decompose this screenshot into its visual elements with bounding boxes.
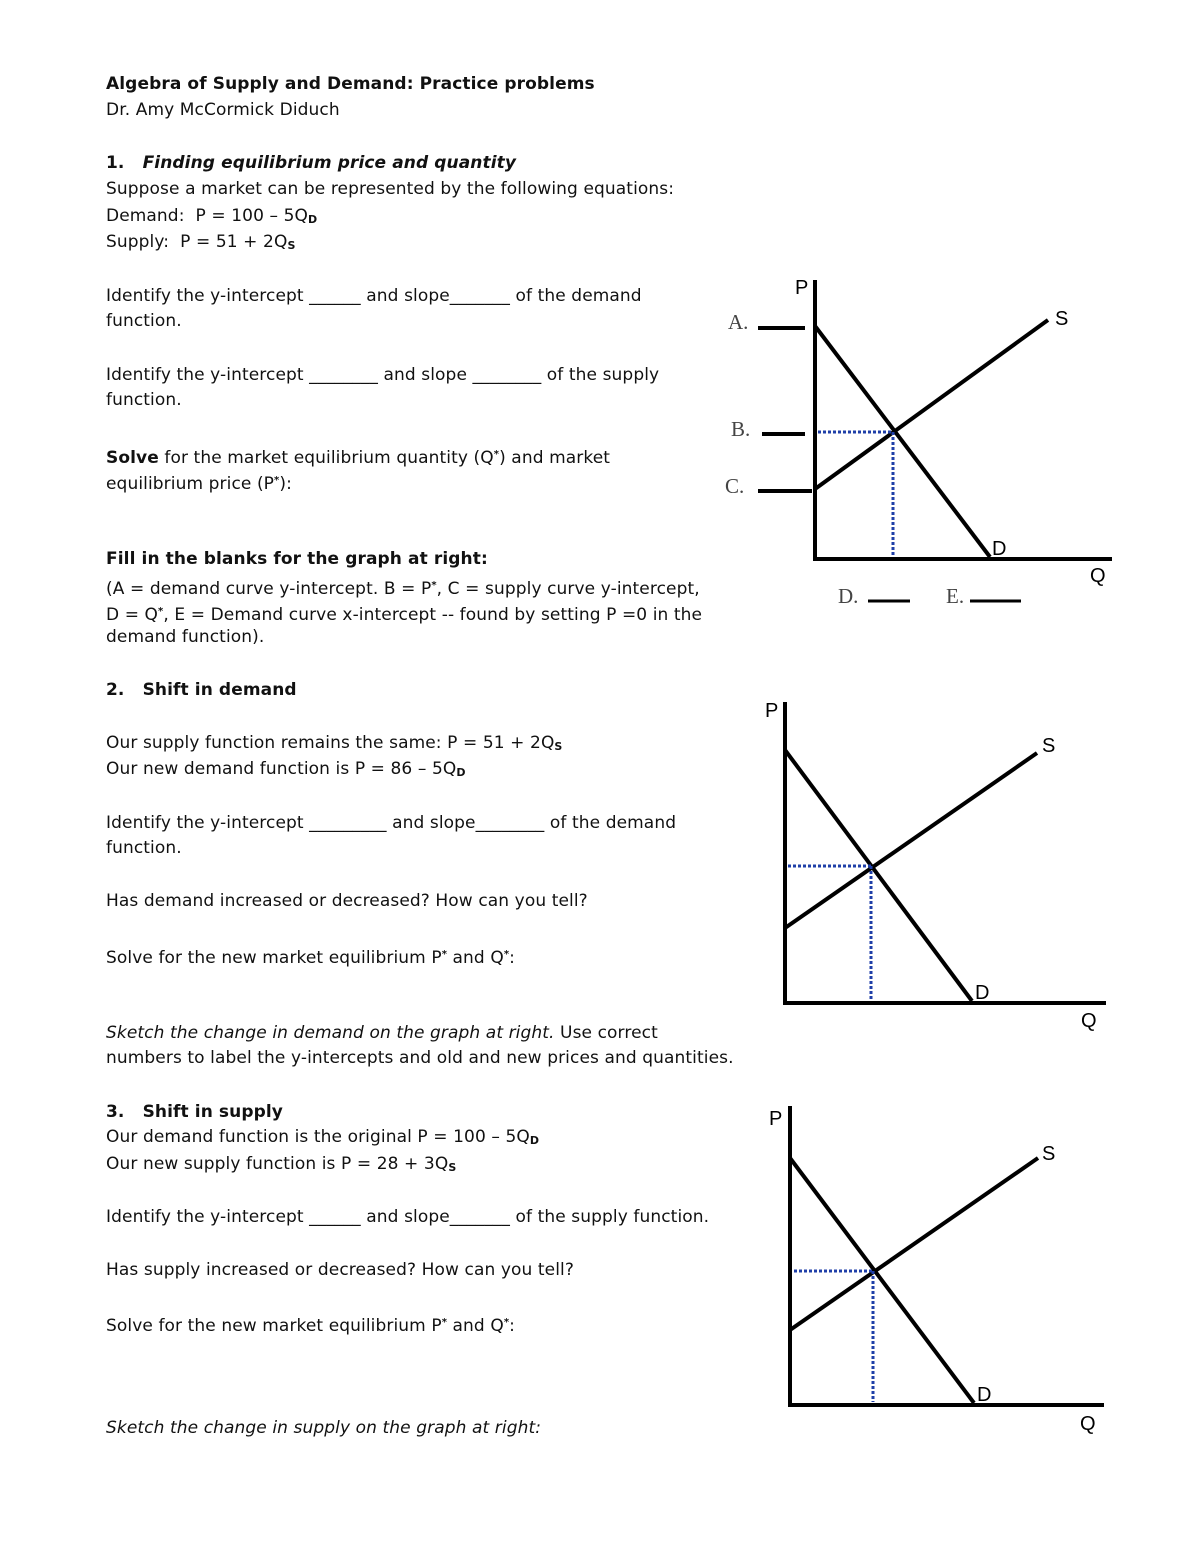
blank-b-label: B. xyxy=(731,417,751,441)
p2-demand-eq: Our new demand function is P = 86 – 5Q xyxy=(106,759,457,779)
blank-e-label: E. xyxy=(946,584,965,608)
graph-1-q-label: Q xyxy=(1090,565,1106,587)
graph-1-demand-curve xyxy=(815,326,990,557)
star-p: * xyxy=(274,475,280,486)
p3-star-q: * xyxy=(503,1317,510,1328)
graph-2-q-label: Q xyxy=(1081,1010,1097,1032)
graph-2-p-label: P xyxy=(765,700,779,722)
demand-subscript: D xyxy=(308,213,318,226)
solve-text-b: ) and market xyxy=(499,448,611,468)
p2-demand-sub: D xyxy=(456,766,466,779)
p2-sketch-rest: Use correct xyxy=(554,1023,658,1043)
problem-2-demand-question-line2: function. xyxy=(106,838,182,858)
graph-1-d-label: D xyxy=(992,538,1007,560)
problem-1-demand-question-line1: Identify the y-intercept ______ and slope_______ of the demand xyxy=(106,286,642,306)
fill-text-b: , C = supply curve y-intercept, xyxy=(436,579,700,599)
graph-3-s-label: S xyxy=(1042,1143,1056,1165)
solve-bold: Solve xyxy=(106,448,159,468)
supply-label: Supply: xyxy=(106,232,170,252)
solve-text-c: equilibrium price (P xyxy=(106,474,275,494)
problem-3-title: Shift in supply xyxy=(142,1102,283,1122)
problem-1-number: 1. xyxy=(106,153,125,173)
problem-2-title: Shift in demand xyxy=(142,680,297,700)
graph-1-supply-curve xyxy=(815,320,1048,489)
problem-1-supply-question-line1: Identify the y-intercept ________ and slope ________ of the supply xyxy=(106,365,660,385)
demand-equation: P = 100 – 5Q xyxy=(195,206,309,226)
graph-1-s-label: S xyxy=(1055,308,1069,330)
problem-3-number: 3. xyxy=(106,1102,125,1122)
p2-sketch-italic: Sketch the change in demand on the graph at right. xyxy=(106,1023,555,1043)
graph-3-q-label: Q xyxy=(1080,1413,1096,1435)
fill-text-c: D = Q xyxy=(106,605,159,625)
problem-3-supply-question: Identify the y-intercept ______ and slope_______ of the supply function. xyxy=(106,1207,710,1227)
p3-supply-eq: Our new supply function is P = 28 + 3Q xyxy=(106,1154,449,1174)
fill-text-d: , E = Demand curve x-intercept -- found by setting P =0 in the xyxy=(163,605,703,625)
p3-demand-sub: D xyxy=(529,1134,540,1147)
problem-1-supply-question-line2: function. xyxy=(106,390,182,410)
p2-solve-c: : xyxy=(509,948,515,968)
p3-demand-eq: Our demand function is the original P = 100 – 5Q xyxy=(106,1127,530,1147)
star-b: * xyxy=(431,580,437,591)
p2-star-q: * xyxy=(503,949,510,960)
p2-solve-a: Solve for the new market equilibrium P xyxy=(106,948,442,968)
graph-3-supply-curve xyxy=(790,1158,1038,1330)
fill-blanks-heading: Fill in the blanks for the graph at right: xyxy=(106,549,488,569)
star-q: * xyxy=(493,449,500,460)
document-title: Algebra of Supply and Demand: Practice problems xyxy=(106,74,595,94)
demand-label: Demand: xyxy=(106,206,185,226)
p3-solve-a: Solve for the new market equilibrium P xyxy=(106,1316,442,1336)
blank-c-label: C. xyxy=(725,474,745,498)
graph-3-p-label: P xyxy=(769,1108,783,1130)
problem-2-change-question: Has demand increased or decreased? How can you tell? xyxy=(106,891,588,911)
problem-3-sketch: Sketch the change in supply on the graph at right: xyxy=(106,1418,542,1438)
fill-text-a: (A = demand curve y-intercept. B = P xyxy=(106,579,432,599)
problem-1-demand-question-line2: function. xyxy=(106,311,182,331)
p3-star-p: * xyxy=(441,1317,448,1328)
problem-1-intro: Suppose a market can be represented by the following equations: xyxy=(106,179,675,199)
p3-solve-c: : xyxy=(509,1316,515,1336)
graph-2-supply-curve xyxy=(785,753,1037,928)
p2-star-p: * xyxy=(441,949,448,960)
blank-d-label: D. xyxy=(838,584,859,608)
p3-solve-b: and Q xyxy=(447,1316,504,1336)
graph-3-d-label: D xyxy=(977,1384,992,1406)
problem-2-demand-question-line1: Identify the y-intercept _________ and slope________ of the demand xyxy=(106,813,677,833)
document-author: Dr. Amy McCormick Diduch xyxy=(106,100,340,120)
graph-2-s-label: S xyxy=(1042,735,1056,757)
p3-supply-sub: S xyxy=(448,1161,457,1174)
problem-2-sketch-line2: numbers to label the y-intercepts and old and new prices and quantities. xyxy=(106,1048,734,1068)
p2-solve-b: and Q xyxy=(447,948,504,968)
supply-subscript: S xyxy=(287,239,296,252)
solve-text-d: ): xyxy=(279,474,292,494)
star-d: * xyxy=(158,606,164,617)
problem-1-title: Finding equilibrium price and quantity xyxy=(142,153,517,173)
fill-blanks-line3: demand function). xyxy=(106,627,265,647)
problem-3-change-question: Has supply increased or decreased? How can you tell? xyxy=(106,1260,574,1280)
solve-text-a: for the market equilibrium quantity (Q xyxy=(158,448,494,468)
p2-supply-eq: Our supply function remains the same: P = 51 + 2Q xyxy=(106,733,555,753)
graph-1-p-label: P xyxy=(795,277,809,299)
problem-2-number: 2. xyxy=(106,680,125,700)
graph-2-demand-curve xyxy=(785,750,972,1001)
graph-2-d-label: D xyxy=(975,982,990,1004)
graph-3-demand-curve xyxy=(790,1158,974,1403)
blank-a-label: A. xyxy=(728,310,749,334)
supply-equation: P = 51 + 2Q xyxy=(180,232,288,252)
p2-supply-sub: S xyxy=(554,740,563,753)
